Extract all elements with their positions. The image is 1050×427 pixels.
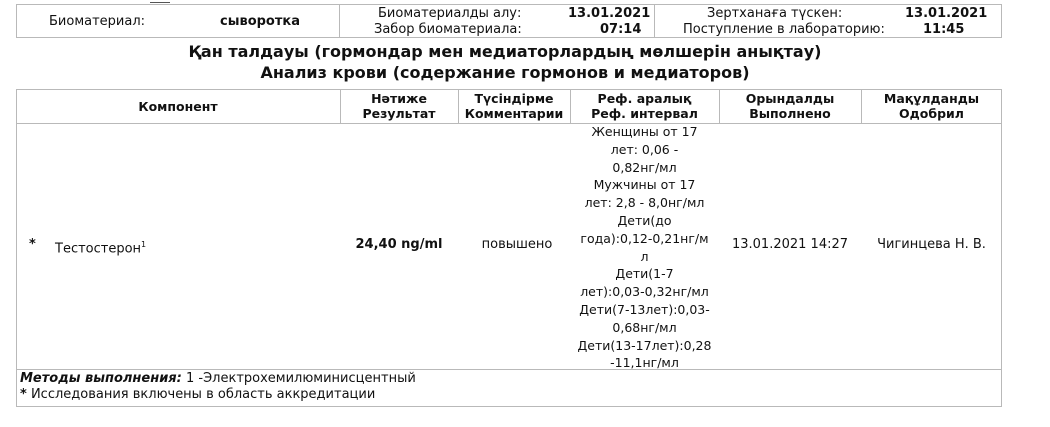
header-approved bbox=[861, 90, 1002, 124]
header-component bbox=[16, 90, 340, 124]
result-comment: повышено bbox=[481, 237, 553, 252]
received-label-ru: Поступление в лабораторию: bbox=[683, 22, 885, 37]
cropped-previous-text bbox=[150, 0, 170, 3]
collection-label-ru: Забор биоматериала: bbox=[374, 22, 522, 37]
header-ref-kz: Реф. аралық bbox=[597, 91, 692, 106]
accreditation-note bbox=[20, 387, 375, 403]
header-done bbox=[719, 90, 861, 124]
ref-line: 0,82нг/мл bbox=[612, 159, 677, 175]
ref-line: Дети(7-13лет):0,03- bbox=[579, 301, 710, 317]
ref-line: Дети(1-7 bbox=[615, 266, 674, 282]
header-result-ru: Результат bbox=[362, 106, 436, 121]
method-footnote: 1 bbox=[141, 240, 147, 249]
reference-interval bbox=[570, 123, 719, 372]
ref-line: лет: 2,8 - 8,0нг/мл bbox=[584, 195, 705, 211]
ref-line: лет):0,03-0,32нг/мл bbox=[580, 284, 709, 300]
report-title-ru: Анализ крови (содержание гормонов и медиаторов) bbox=[260, 63, 750, 82]
note-text: Исследования включены в область аккредитации bbox=[26, 387, 376, 402]
ref-line: Мужчины от 17 bbox=[593, 177, 696, 193]
ref-line: -11,1нг/мл bbox=[610, 355, 679, 371]
report-title-kz: Қан талдауы (гормондар мен медиаторлардың мөлшерін анықтау) bbox=[188, 42, 822, 61]
header-component-label: Компонент bbox=[138, 99, 218, 114]
result-value: 24,40 ng/ml bbox=[355, 237, 443, 252]
header-ref bbox=[570, 90, 719, 124]
ref-line: Дети(до bbox=[617, 212, 672, 228]
collection-time: 07:14 bbox=[600, 22, 642, 37]
accreditation-marker: * bbox=[29, 237, 36, 252]
header-result-kz: Нәтиже bbox=[371, 91, 427, 106]
biomaterial-value: сыворотка bbox=[220, 14, 300, 29]
biomaterial-label: Биоматериал: bbox=[49, 14, 146, 29]
methods-text: 1 -Электрохемилюминисцентный bbox=[181, 371, 416, 386]
received-date: 13.01.2021 bbox=[905, 6, 988, 21]
ref-line: Дети(13-17лет):0,28 bbox=[577, 337, 712, 353]
note-marker: * bbox=[20, 387, 27, 402]
biomaterial-box bbox=[16, 4, 340, 38]
component-name-text: Тестостерон bbox=[55, 241, 142, 257]
ref-line: лет: 0,06 - bbox=[610, 141, 679, 157]
received-time: 11:45 bbox=[923, 22, 965, 37]
received-label-kz: Зертханаға түскен: bbox=[707, 6, 843, 21]
header-approved-kz: Мақұлданды bbox=[883, 91, 980, 106]
header-comment bbox=[458, 90, 570, 124]
header-result bbox=[340, 90, 458, 124]
header-comment-ru: Комментарии bbox=[464, 106, 564, 121]
ref-line: года):0,12-0,21нг/м bbox=[580, 230, 709, 246]
header-ref-ru: Реф. интервал bbox=[591, 106, 698, 121]
methods-label: Методы выполнения: bbox=[20, 371, 182, 386]
component-name bbox=[55, 237, 146, 257]
header-done-ru: Выполнено bbox=[749, 106, 831, 121]
received-box bbox=[654, 4, 1002, 38]
results-table bbox=[16, 89, 1002, 370]
header-approved-ru: Одобрил bbox=[899, 106, 964, 121]
collection-box bbox=[339, 4, 655, 38]
approved-by: Чигинцева Н. В. bbox=[877, 237, 986, 252]
header-done-kz: Орындалды bbox=[745, 91, 835, 106]
methods-box bbox=[16, 369, 1002, 407]
ref-line: Женщины от 17 bbox=[591, 124, 698, 139]
ref-line: 0,68нг/мл bbox=[612, 319, 677, 335]
collection-date: 13.01.2021 bbox=[568, 6, 651, 21]
header-comment-kz: Түсіндірме bbox=[474, 91, 554, 106]
completed-datetime: 13.01.2021 14:27 bbox=[731, 237, 849, 252]
collection-label-kz: Биоматериалды алу: bbox=[378, 6, 522, 21]
methods-line bbox=[20, 371, 416, 387]
ref-line: л bbox=[640, 248, 649, 264]
